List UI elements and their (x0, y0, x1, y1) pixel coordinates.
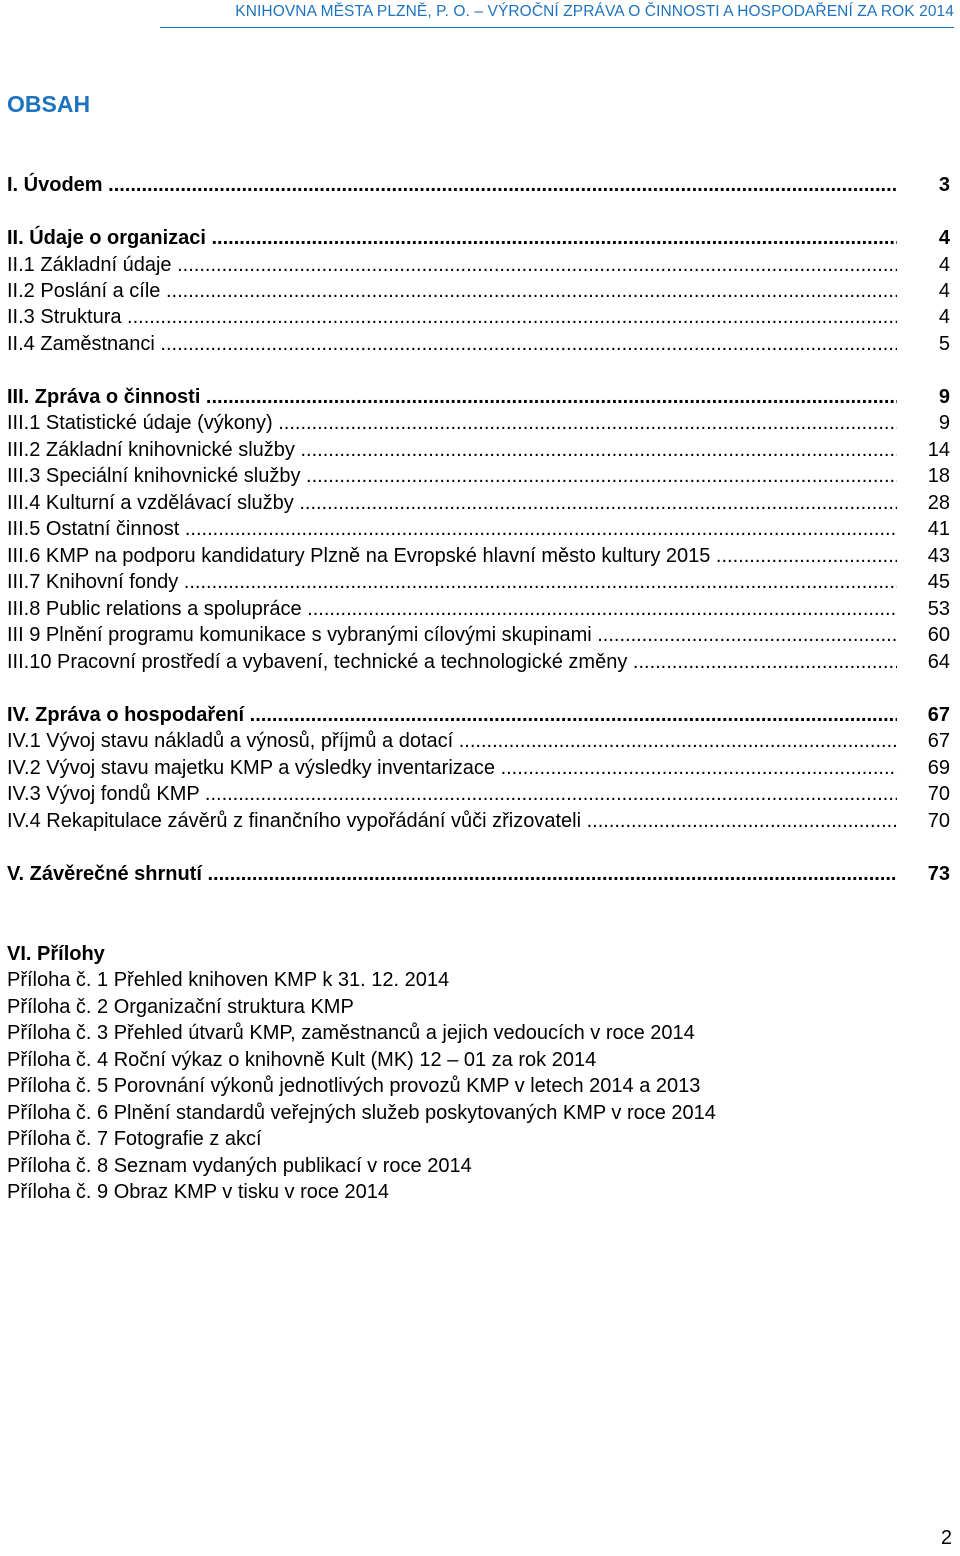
toc-entry[interactable] (7, 622, 950, 648)
toc-entry[interactable] (7, 861, 950, 887)
toc-entry-page: 60 (916, 622, 950, 648)
toc-entry[interactable] (7, 808, 950, 834)
toc-entry[interactable] (7, 437, 950, 463)
toc-entry-label: II.2 Poslání a cíle ..... (7, 278, 897, 304)
toc-entry-page: 43 (916, 543, 950, 569)
toc-entry[interactable] (7, 304, 950, 330)
toc-entry[interactable] (7, 490, 950, 516)
toc-entry-label: III.8 Public relations a spolupráce ..... (7, 596, 897, 622)
toc-entry-page: 4 (927, 225, 950, 251)
toc-entry-page: 5 (927, 331, 950, 357)
toc-entry-page: 18 (916, 463, 950, 489)
appendix-item[interactable]: Příloha č. 1 Přehled knihoven KMP k 31. 12. 2014 (7, 969, 450, 991)
page-number: 2 (940, 1527, 952, 1549)
toc-entry-page: 70 (916, 808, 950, 834)
toc-entry[interactable] (7, 728, 950, 754)
toc-entry-label: IV.2 Vývoj stavu majetku KMP a výsledky inventarizace ..... (7, 755, 897, 781)
toc-entry-label: III.5 Ostatní činnost ..... (7, 516, 897, 542)
toc-entry-page: 70 (916, 781, 950, 807)
toc-entry[interactable] (7, 463, 950, 489)
toc-entry-page: 9 (927, 384, 950, 410)
toc-entry[interactable] (7, 596, 950, 622)
toc-entry-label: III.7 Knihovní fondy ..... (7, 569, 897, 595)
toc-entry-page: 4 (927, 304, 950, 330)
toc-entry[interactable] (7, 702, 950, 728)
page-title: OBSAH (7, 91, 91, 117)
toc-entry-label: IV. Zpráva o hospodaření ..... (7, 702, 897, 728)
toc-entry-page: 14 (916, 437, 950, 463)
toc-entry[interactable] (7, 755, 950, 781)
toc-entry-page: 45 (916, 569, 950, 595)
appendix-item[interactable]: Příloha č. 5 Porovnání výkonů jednotlivých provozů KMP v letech 2014 a 2013 (7, 1075, 701, 1097)
toc-entry-page: 73 (916, 861, 950, 887)
header-rule (160, 27, 954, 28)
toc-entry[interactable] (7, 331, 950, 357)
toc-entry-label: II.1 Základní údaje ..... (7, 252, 897, 278)
toc-entry-label: II.3 Struktura ..... (7, 304, 897, 330)
appendix-item[interactable]: Příloha č. 6 Plnění standardů veřejných služeb poskytovaných KMP v roce 2014 (7, 1102, 716, 1124)
toc-entry[interactable] (7, 172, 950, 198)
toc-entry-label: III.3 Speciální knihovnické služby ..... (7, 463, 897, 489)
appendix-item[interactable]: Příloha č. 7 Fotografie z akcí (7, 1128, 262, 1150)
toc-entry[interactable] (7, 781, 950, 807)
appendix-item[interactable]: Příloha č. 9 Obraz KMP v tisku v roce 2014 (7, 1181, 390, 1203)
running-header: KNIHOVNA MĚSTA PLZNĚ, P. O. – VÝROČNÍ ZPRÁVA O ČINNOSTI A HOSPODAŘENÍ ZA ROK 2014 (235, 3, 954, 20)
toc-entry-label: III.2 Základní knihovnické služby ..... (7, 437, 897, 463)
toc-entry-label: IV.4 Rekapitulace závěrů z finančního vypořádání vůči zřizovateli ..... (7, 808, 897, 834)
toc-entry-page: 41 (916, 516, 950, 542)
appendix-item[interactable]: Příloha č. 2 Organizační struktura KMP (7, 996, 354, 1018)
toc-entry[interactable] (7, 384, 950, 410)
toc-entry-page: 4 (927, 278, 950, 304)
appendix-item[interactable]: Příloha č. 3 Přehled útvarů KMP, zaměstnanců a jejich vedoucích v roce 2014 (7, 1022, 695, 1044)
appendix-item[interactable]: Příloha č. 4 Roční výkaz o knihovně Kult (MK) 12 – 01 za rok 2014 (7, 1049, 597, 1071)
toc-entry-page: 69 (916, 755, 950, 781)
toc-entry-page: 3 (927, 172, 950, 198)
toc-entry-label: I. Úvodem ..... (7, 172, 897, 198)
toc-entry-label: III.4 Kulturní a vzdělávací služby ..... (7, 490, 897, 516)
toc-entry-page: 53 (916, 596, 950, 622)
appendix-item[interactable]: Příloha č. 8 Seznam vydaných publikací v roce 2014 (7, 1155, 472, 1177)
toc-entry-label: III.10 Pracovní prostředí a vybavení, technické a technologické změny ..... (7, 649, 897, 675)
toc-entry-label: IV.1 Vývoj stavu nákladů a výnosů, příjmů a dotací ..... (7, 728, 897, 754)
appendix-heading: VI. Přílohy (7, 943, 105, 965)
toc-entry-label: III 9 Plnění programu komunikace s vybranými cílovými skupinami ..... (7, 622, 897, 648)
toc-entry[interactable] (7, 516, 950, 542)
toc-entry-label: II. Údaje o organizaci ..... (7, 225, 897, 251)
toc-entry-label: V. Závěrečné shrnutí ..... (7, 861, 897, 887)
toc-entry[interactable] (7, 543, 950, 569)
toc-entry-page: 28 (916, 490, 950, 516)
toc-entry-page: 67 (916, 702, 950, 728)
toc-entry[interactable] (7, 225, 950, 251)
toc-entry-page: 67 (916, 728, 950, 754)
toc-entry-label: III.1 Statistické údaje (výkony) ..... (7, 410, 897, 436)
toc-entry-page: 4 (927, 252, 950, 278)
toc-entry[interactable] (7, 278, 950, 304)
toc-entry-label: III.6 KMP na podporu kandidatury Plzně na Evropské hlavní město kultury 2015 ..... (7, 543, 897, 569)
toc-entry[interactable] (7, 569, 950, 595)
toc-entry[interactable] (7, 649, 950, 675)
toc-entry[interactable] (7, 252, 950, 278)
toc-entry-label: IV.3 Vývoj fondů KMP ..... (7, 781, 897, 807)
toc-entry-label: III. Zpráva o činnosti ..... (7, 384, 897, 410)
toc-entry-page: 64 (916, 649, 950, 675)
toc-entry-label: II.4 Zaměstnanci ..... (7, 331, 897, 357)
toc-entry[interactable] (7, 410, 950, 436)
toc-entry-page: 9 (927, 410, 950, 436)
